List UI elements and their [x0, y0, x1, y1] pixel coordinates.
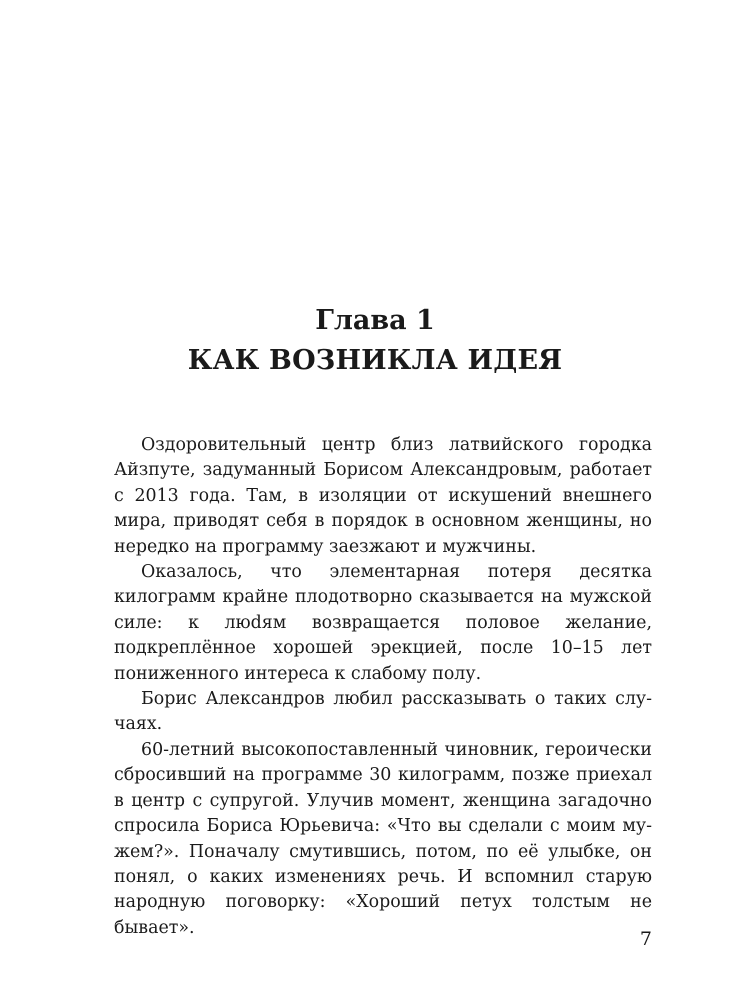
paragraph: 60-летний высокопоставленный чиновник, героически сбросивший на программе 30 килограмм, позже приехал в центр с супругой. Улучив момент, женщина загадочно спросила Бориса Юрьевича: «Что вы сделали с моим мужем?». Поначалу смутившись, потом, по её улыбке, он понял, о каких изменениях речь. И вспомнил старую народную поговорку: «Хороший петух толстым не бывает». [114, 739, 652, 938]
paragraph: Оздоровительный центр близ латвийского городка Айзпуте, задуманный Борисом Александровым, работает с 2013 года. Там, в изоляции от искушений внешнего мира, приводят себя в порядок в основном женщины, но нередко на программу заезжают и мужчины. [114, 435, 652, 557]
chapter-title: КАК ВОЗНИКЛА ИДЕЯ [187, 345, 563, 376]
paragraph: Борис Александров любил рассказывать о таких случаях. [114, 689, 652, 735]
chapter-number: Глава 1 [315, 305, 435, 336]
chapter-body [114, 433, 652, 941]
page-number: 7 [639, 928, 652, 950]
chapter-heading [0, 303, 750, 379]
paragraph: Оказалось, что элементарная потеря десятка килограмм крайне плодотворно сказывается на мужской силе: к люdям возвращается половое желание, подкреплённое хорошей эрекцией, после 10–15 лет пониженного интереса к слабому полу. [114, 562, 652, 684]
